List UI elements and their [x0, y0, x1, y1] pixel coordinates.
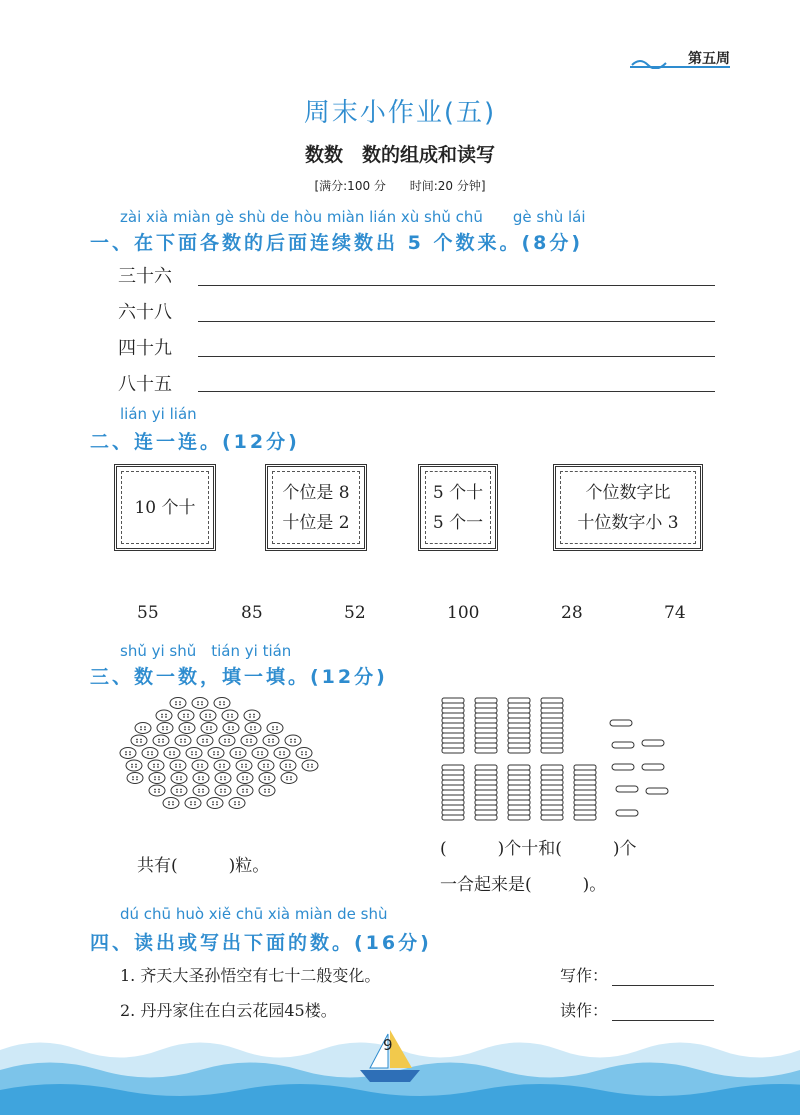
button-icon [178, 710, 194, 721]
button-icon [170, 760, 186, 771]
match-number[interactable]: 55 [137, 603, 159, 623]
button-icon [175, 735, 191, 746]
footer-wave-decoration [0, 1020, 800, 1115]
single-coin-icon [616, 810, 638, 816]
page-title: 周末小作业(五) [303, 98, 497, 128]
section1-heading: 一、在下面各数的后面连续数出 5 个数来。(8分) [90, 232, 584, 254]
single-coin-icon [610, 720, 632, 726]
button-icon [207, 798, 223, 809]
button-icon [285, 735, 301, 746]
box-text: 10 个十 [134, 497, 196, 518]
coin-answer-prompt: ( )个十和( )个 [440, 839, 637, 859]
coin-stack-icon [508, 765, 530, 820]
match-number[interactable]: 100 [447, 603, 480, 623]
match-number[interactable]: 85 [241, 603, 263, 623]
button-icon [127, 773, 143, 784]
button-icon [258, 760, 274, 771]
match-number[interactable]: 28 [561, 603, 583, 623]
box-text: 5 个十 [432, 482, 484, 503]
button-icon [185, 798, 201, 809]
button-icon [241, 735, 257, 746]
section3-pinyin: shǔ yi shǔ tián yi tián [120, 642, 292, 660]
button-icon [135, 723, 151, 734]
section1-pinyin: zài xià miàn gè shù de hòu miàn lián xù shǔ chū gè shù lái [120, 208, 586, 226]
answer-line[interactable] [198, 356, 715, 357]
button-icon [281, 773, 297, 784]
coin-stack-icon [574, 765, 596, 820]
button-icon [157, 723, 173, 734]
button-icon [192, 760, 208, 771]
count-row-label: 八十五 [118, 374, 172, 395]
coin-stack-icon [475, 765, 497, 820]
button-icon [179, 723, 195, 734]
button-icon [244, 710, 260, 721]
button-icon [259, 773, 275, 784]
page-subtitle: 数数 数的组成和读写 [304, 144, 495, 166]
button-icon [171, 785, 187, 796]
button-icon [186, 748, 202, 759]
single-coin-icon [646, 788, 668, 794]
box-text: 十位是 2 [282, 512, 350, 533]
button-icon [197, 735, 213, 746]
section2-pinyin: lián yi lián [120, 405, 197, 423]
button-icon [214, 760, 230, 771]
button-icon [259, 785, 275, 796]
answer-label: 写作： [560, 966, 609, 985]
match-box[interactable] [553, 464, 703, 551]
button-icon [171, 773, 187, 784]
button-icon [215, 773, 231, 784]
coin-stack-icon [442, 765, 464, 820]
button-icon [148, 760, 164, 771]
button-icon [201, 723, 217, 734]
single-coin-icon [612, 764, 634, 770]
coin-stack-icon [508, 698, 530, 753]
count-row-label: 四十九 [118, 338, 172, 359]
count-row-label: 六十八 [118, 302, 172, 323]
button-icon [208, 748, 224, 759]
count-row-label: 三十六 [118, 266, 172, 287]
count-answer-prompt: 共有( )粒。 [137, 856, 270, 876]
full-score: [满分:100 分 [314, 179, 386, 193]
box-text: 5 个一 [432, 512, 484, 533]
button-icon [120, 748, 136, 759]
button-icon [267, 723, 283, 734]
match-number[interactable]: 74 [664, 603, 686, 623]
answer-line[interactable] [198, 321, 715, 322]
single-coin-icon [642, 764, 664, 770]
button-icon [163, 798, 179, 809]
button-icon [302, 760, 318, 771]
button-icon [252, 748, 268, 759]
coin-answer-prompt: 一合起来是( )。 [440, 875, 607, 895]
coin-stack-icon [442, 698, 464, 753]
button-icon [170, 698, 186, 709]
score-time-info [0, 177, 800, 194]
question-text: 2. 丹丹家住在白云花园45楼。 [120, 1001, 337, 1020]
section2-heading: 二、连一连。(12分) [90, 431, 300, 453]
single-coin-icon [612, 742, 634, 748]
button-icon [230, 748, 246, 759]
button-icon [193, 785, 209, 796]
button-icon [280, 760, 296, 771]
time-limit: 时间:20 分钟] [409, 179, 486, 193]
button-icon [296, 748, 312, 759]
box-text: 个位是 8 [282, 482, 350, 503]
coin-stack-icon [541, 765, 563, 820]
button-icon [192, 698, 208, 709]
buttons-illustration [115, 695, 345, 815]
answer-line[interactable] [198, 285, 715, 286]
button-icon [274, 748, 290, 759]
box-text: 个位数字比 [585, 482, 671, 503]
button-icon [222, 710, 238, 721]
coin-stack-icon [541, 698, 563, 753]
match-box[interactable] [114, 464, 216, 551]
answer-line[interactable] [198, 391, 715, 392]
button-icon [149, 785, 165, 796]
coin-stacks-illustration [430, 690, 680, 825]
button-icon [149, 773, 165, 784]
week-label: 第五周 [688, 51, 730, 67]
section3-heading: 三、数一数，填一填。(12分) [90, 666, 388, 688]
answer-label: 读作： [560, 1001, 609, 1020]
single-coin-icon [642, 740, 664, 746]
button-icon [245, 723, 261, 734]
button-icon [214, 698, 230, 709]
button-icon [219, 735, 235, 746]
button-icon [223, 723, 239, 734]
button-icon [263, 735, 279, 746]
single-coin-icon [616, 786, 638, 792]
button-icon [153, 735, 169, 746]
button-icon [200, 710, 216, 721]
match-box[interactable] [265, 464, 367, 551]
button-icon [236, 760, 252, 771]
answer-line[interactable] [612, 985, 714, 986]
box-text: 十位数字小 3 [577, 512, 679, 533]
section4-heading: 四、读出或写出下面的数。(16分) [90, 932, 432, 954]
button-icon [215, 785, 231, 796]
match-box[interactable] [418, 464, 498, 551]
button-icon [131, 735, 147, 746]
button-icon [142, 748, 158, 759]
match-number[interactable]: 52 [344, 603, 366, 623]
question-text: 1. 齐天大圣孙悟空有七十二般变化。 [120, 966, 381, 985]
section4-pinyin: dú chū huò xiě chū xià miàn de shù [120, 905, 388, 923]
button-icon [164, 748, 180, 759]
button-icon [229, 798, 245, 809]
button-icon [193, 773, 209, 784]
coin-stack-icon [475, 698, 497, 753]
button-icon [156, 710, 172, 721]
page-number: 9 [383, 1036, 393, 1054]
button-icon [126, 760, 142, 771]
button-icon [237, 785, 253, 796]
button-icon [237, 773, 253, 784]
